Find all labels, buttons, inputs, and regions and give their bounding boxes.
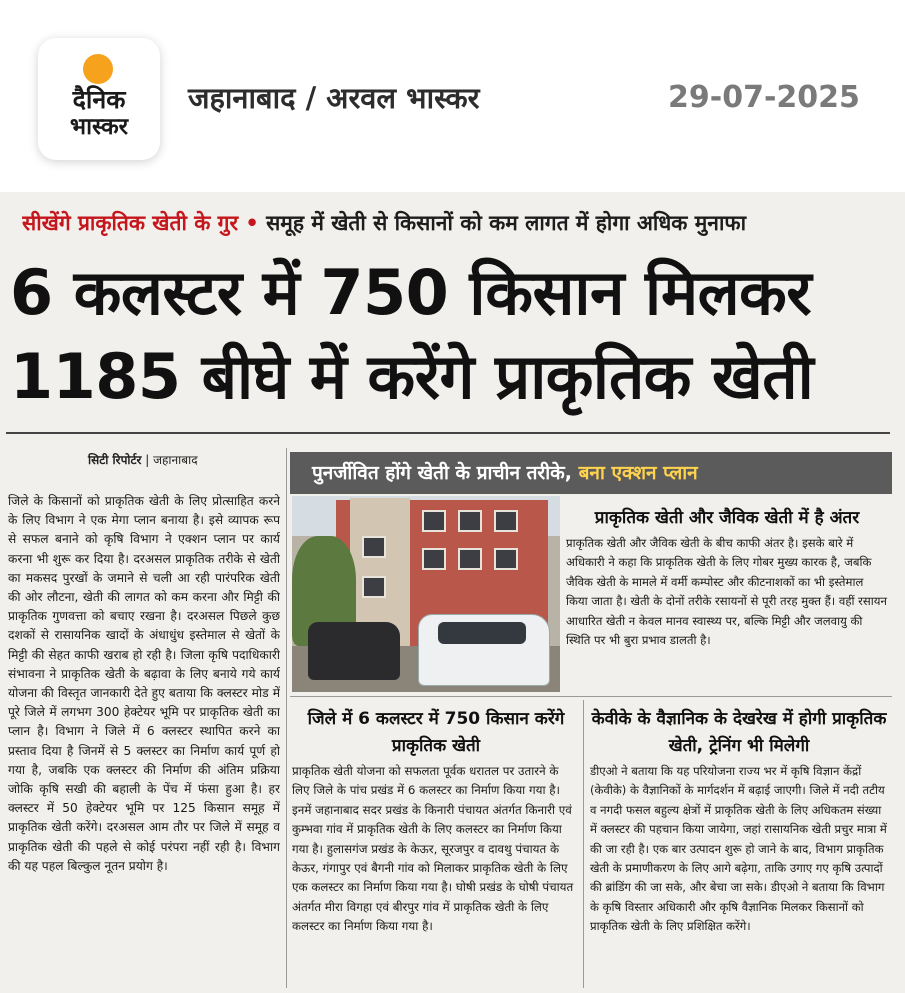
kicker-rest-text: समूह में खेती से किसानों को कम लागत में होगा अधिक मुनाफा — [266, 211, 747, 235]
byline-place: जहानाबाद — [153, 453, 198, 467]
photo-window — [362, 576, 386, 598]
banner-highlight-text: बना एक्शन प्लान — [578, 462, 698, 484]
logo-text-line2: भास्कर — [69, 114, 129, 140]
photo-window — [422, 548, 446, 570]
sun-icon — [83, 54, 113, 84]
edition-title: जहानाबाद / अरवल भास्कर — [188, 81, 480, 115]
kicker-red-text: सीखेंगे प्राकृतिक खेती के गुर — [22, 211, 239, 235]
section-banner — [290, 452, 892, 494]
right-text-block — [590, 762, 888, 987]
byline: सिटी रिपोर्टर | जहानाबाद — [88, 453, 198, 467]
headline-line-1: 6 कलस्टर में 750 किसान मिलकर — [10, 256, 812, 329]
logo-text-line1: दैनिक — [72, 85, 126, 114]
byline-author: सिटी रिपोर्टर — [88, 453, 142, 467]
side-text: प्राकृतिक खेती और जैविक खेती के बीच काफी अंतर है। इसके बारे में अधिकारी ने कहा कि प्राकृतिक खेती के लिए गोबर मुख्य कारक है, जबकि जैविक खेती के मामले में वर्मी कम्पोस्ट और कीटनाशकों का भी इस्तेमाल किया जाता है। खेती के दोनों तरीके रसायनों से पूरी तरह मुक्त हैं। वहीं रसायन आधारित खेती न केवल मानव स्वास्थ्य पर, बल्कि मिट्टी और जलवायु की स्थिति पर भी बुरा प्रभाव डालती है। — [566, 536, 887, 648]
photo-window — [494, 510, 518, 532]
headline-line-2: 1185 बीघे में करेंगे प्राकृतिक खेती — [10, 340, 814, 413]
photo-black-car — [308, 622, 400, 680]
side-text-block — [566, 534, 888, 692]
photo-window — [422, 510, 446, 532]
photo-window — [362, 536, 386, 558]
side-heading: प्राकृतिक खेती और जैविक खेती में है अंतर — [594, 508, 860, 528]
photo-car-windshield — [438, 622, 526, 644]
main-text: जिले के किसानों को प्राकृतिक खेती के लिए प्रोत्साहित करने के लिए विभाग ने एक मेगा प्लान बनाया है। इसे व्यापक रूप से सफल बनाने को कृषि विभाग ने एक्शन प्लान पर कार्य करना भी शुरू कर दिया है। दरअसल प्राकृतिक तरीके से खेती का मकसद पुरखों के जमाने से चली आ रही पारंपरिक खेती की ओर लौटना, खेती की लागत को कम करना और मिट्टी की प्राकृतिक गुणवत्ता को बचाए रखना है। दरअसल पिछले कुछ दशकों से रासायनिक खादों के अंधाधुंध इस्तेमाल से खेतों के मिट्टी की सेहत काफी खराब हो रही है। जिला कृषि पदाधिकारी संभावना ने प्राकृतिक खेती के बढ़ावा के लिए बनाये गये कार्य योजना की विस्तृत जानकारी देते हुए बताया कि क्लस्टर मोड में पूरे जिले में लगभग 300 हेक्टेयर भूमि पर प्राकृतिक खेती का प्लान है। विभाग ने जिले में 6 क्लस्टर स्थापित करने का प्रस्ताव दिया है जिनमें से 5 क्लस्टर का निर्माण कार्य पूर्ण हो गया है, जबकि एक क्लस्टर की निर्माण की अंतिम प्रक्रिया जोकि कृषि सखी की बहाली के पेंच में फंसा हुआ है। हर क्लस्टर में 50 हेक्टेयर भूमि पर 125 किसान समूह में प्राकृतिक खेती करेंगे। दरअसल आम तौर पर जिले में समूह व प्राकृतिक खेती की पहले से कोई परंपरा नहीं रही है। विभाग की यह पहल बिल्कुल नूतन प्रयोग है। — [8, 494, 280, 873]
section-divider — [290, 696, 892, 697]
edition-date: 29-07-2025 — [668, 80, 860, 115]
column-divider — [583, 700, 584, 988]
kicker-line — [22, 209, 892, 239]
mid-heading: जिले में 6 कलस्टर में 750 किसान करेंगे प्राकृतिक खेती — [307, 709, 565, 756]
column-divider — [286, 448, 287, 988]
app-header — [0, 0, 905, 192]
main-column — [8, 492, 280, 987]
mid-text-block — [292, 762, 576, 987]
headline-rule — [6, 432, 890, 434]
photo-window — [458, 510, 482, 532]
right-heading: केवीके के वैज्ञानिक के देखरेख में होगी प्राकृतिक खेती, ट्रेनिंग भी मिलेगी — [591, 709, 887, 756]
article-photo — [292, 496, 560, 692]
bullet-icon: • — [245, 211, 267, 235]
photo-window — [458, 548, 482, 570]
right-text: डीएओ ने बताया कि यह परियोजना राज्य भर में कृषि विज्ञान केंद्रों (केवीके) के वैज्ञानिकों के मार्गदर्शन में बढ़ाई जाएगी। जिले में नदी तटीय व नगदी फसल बहुल्य क्षेत्रों में प्राकृतिक खेती के लिए अधिकतम संख्या में क्लस्टर की पहचान किया जायेगा, जहां रासायनिक खेती प्रचुर मात्रा में की जा रही है। एक बार उत्पादन शुरू हो जाने के बाद, विभाग प्राकृतिक खेती के प्रमाणीकरण के लिए आगे बढ़ेगा, ताकि उगाए गए कृषि उत्पादों की ब्रांडिंग की जा सके, और बेचा जा सके। डीएओ ने बताया कि विभाग के कृषि विस्तार अधिकारी और कृषि वैज्ञानिक मिलकर किसानों को प्राकृतिक खेती के लिए प्रशिक्षित करेंगे। — [590, 764, 887, 934]
photo-window — [494, 548, 518, 570]
dainik-bhaskar-logo[interactable] — [38, 38, 160, 160]
banner-main-text: पुनर्जीवित होंगे खेती के प्राचीन तरीके, — [312, 462, 572, 484]
mid-text: प्राकृतिक खेती योजना को सफलता पूर्वक धरातल पर उतारने के लिए जिले के पांच प्रखंड में 6 कलस्टर का निर्माण किया गया है। इनमें जहानाबाद सदर प्रखंड के किनारी पंचायत अंतर्गत किनारी एवं कुम्भवा गांव में प्राकृतिक खेती के लिए कलस्टर का निर्माण किया गया है। हुलासगंज प्रखंड के केऊर, सूरजपुर व दावथु पंचायत के केऊर, गंगापुर एवं बैगनी गांव को मिलाकर प्राकृतिक खेती के लिए एक कलस्टर का निर्माण किया गया है। घोषी प्रखंड के घोषी पंचायत अंतर्गत मीरा विगहा एवं बीरपुर गांव में प्राकृतिक खेती के लिए कलस्टर का निर्माण किया गया है। — [292, 764, 574, 934]
